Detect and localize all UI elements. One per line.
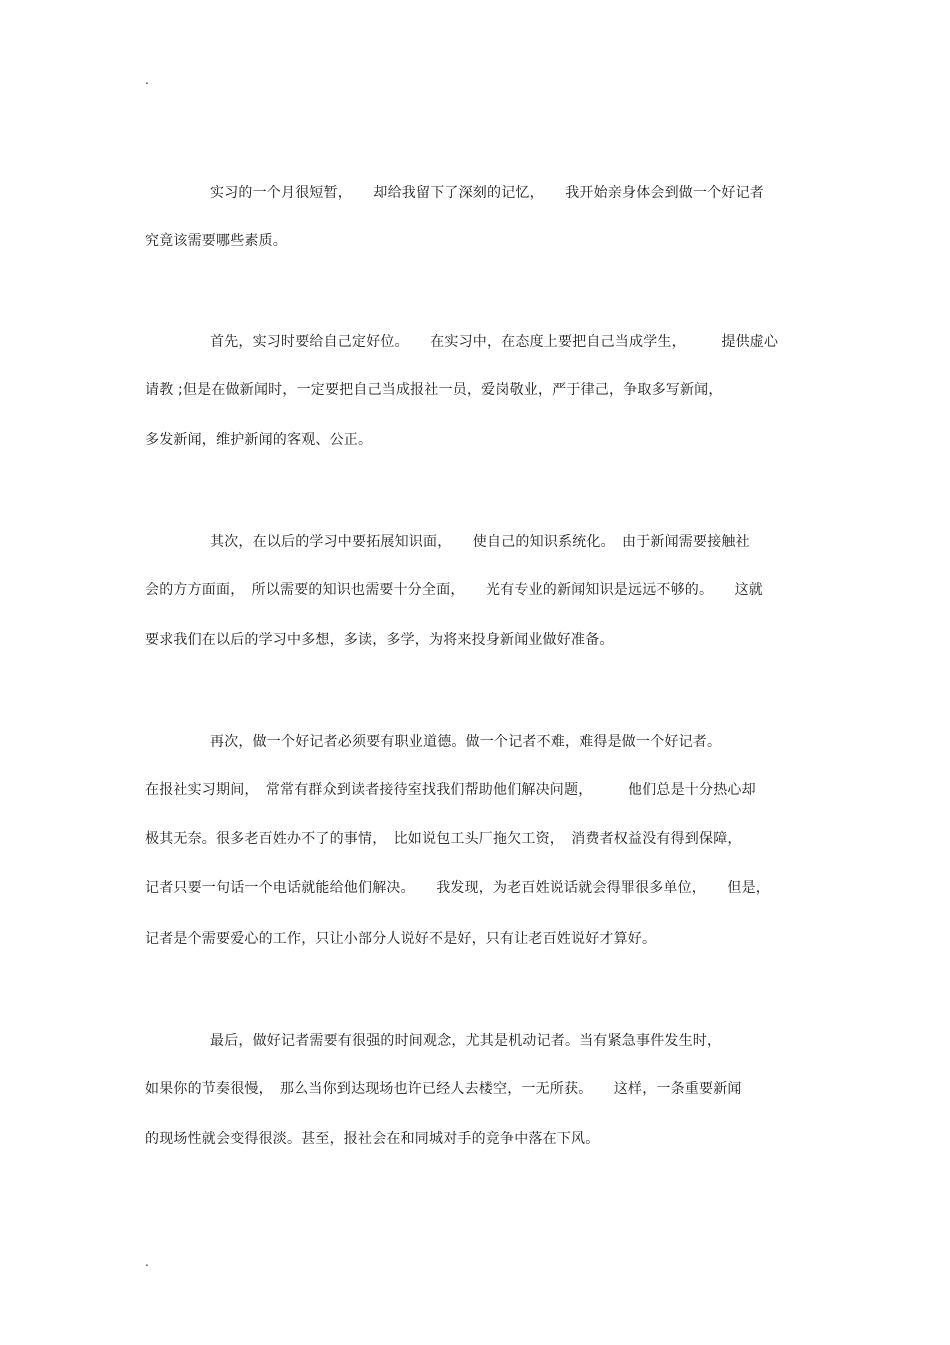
paragraph-line: 要求我们在以后的学习中多想，多读，多学，为将来投身新闻业做好准备。	[145, 632, 614, 648]
page-marker-top: .	[145, 73, 149, 87]
paragraph-line: 请教 ;但是在做新闻时，一定要把自己当成报社一员，爱岗敬业，严于律己，争取多写新闻，	[145, 382, 723, 398]
paragraph-line: 其次，在以后的学习中要拓展知识面， 使自己的知识系统化。 由于新闻需要接触社	[210, 534, 750, 550]
paragraph-line: 首先，实习时要给自己定好位。 在实习中，在态度上要把自己当成学生， 提供虚心	[210, 334, 779, 350]
paragraph-line: 多发新闻，维护新闻的客观、公正。	[145, 432, 373, 448]
paragraph-line: 再次，做一个好记者必须要有职业道德。做一个记者不难，难得是做一个好记者。	[210, 734, 722, 750]
paragraph-line: 记者只要一句话一个电话就能给他们解决。 我发现，为老百姓说话就会得罪很多单位， 但是，	[145, 880, 770, 896]
paragraph-line: 究竟该需要哪些素质。	[145, 233, 287, 249]
paragraph-line: 的现场性就会变得很淡。甚至，报社会在和同城对手的竞争中落在下风。	[145, 1131, 600, 1147]
paragraph-line: 极其无奈。很多老百姓办不了的事情， 比如说包工头厂拖欠工资， 消费者权益没有得到保障，	[145, 831, 742, 847]
paragraph-line: 记者是个需要爱心的工作，只让小部分人说好不是好，只有让老百姓说好才算好。	[145, 931, 657, 947]
paragraph-line: 如果你的节奏很慢， 那么当你到达现场也许已经人去楼空，一无所获。 这样，一条重要新闻	[145, 1081, 742, 1097]
paragraph-line: 会的方方面面， 所以需要的知识也需要十分全面， 光有专业的新闻知识是远远不够的。 这就	[145, 582, 763, 598]
paragraph-line: 实习的一个月很短暂， 却给我留下了深刻的记忆， 我开始亲身体会到做一个好记者	[210, 185, 764, 201]
paragraph-line: 最后，做好记者需要有很强的时间观念，尤其是机动记者。当有紧急事件发生时，	[210, 1033, 722, 1049]
paragraph-line: 在报社实习期间， 常常有群众到读者接待室找我们帮助他们解决问题， 他们总是十分热心却	[145, 782, 756, 798]
page-marker-bottom: .	[145, 1255, 149, 1269]
